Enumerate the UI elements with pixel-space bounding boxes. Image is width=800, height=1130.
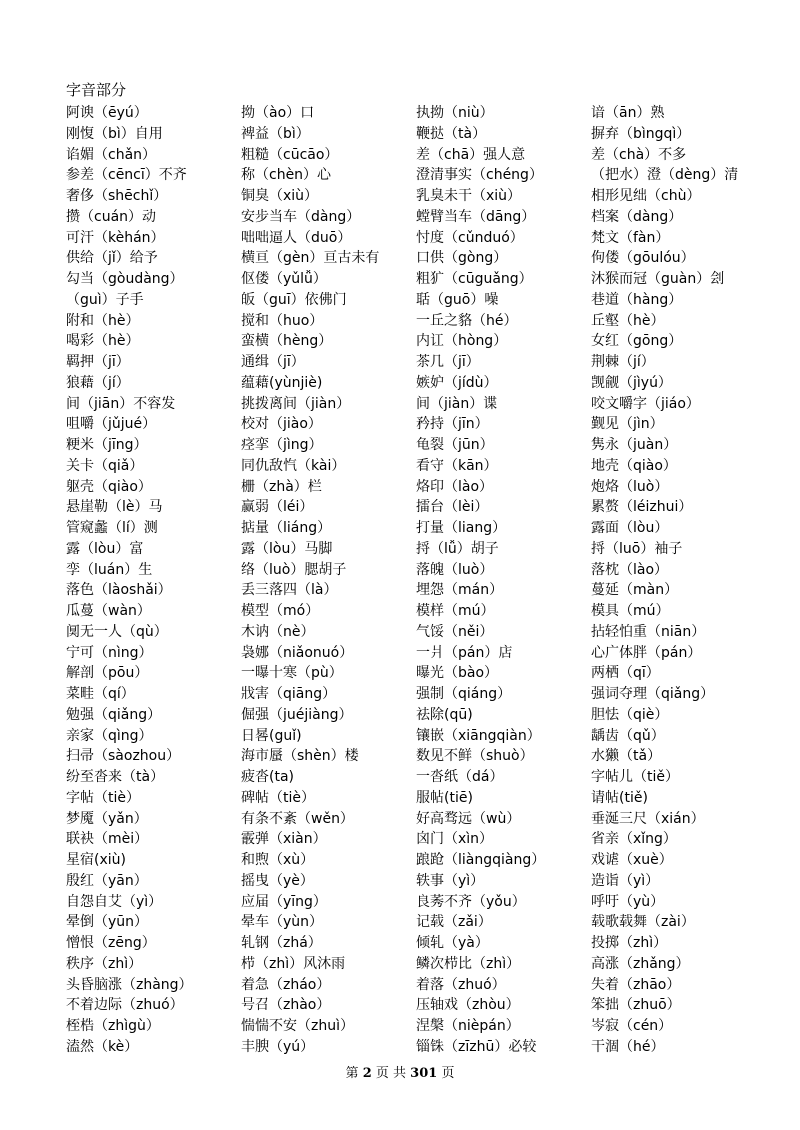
word-entry: 乳臭未干（xiù） — [416, 188, 522, 204]
word-entry: 孪（luán）生 — [66, 561, 153, 578]
word-entry: 霰弹（xiàn） — [241, 831, 327, 848]
word-row — [66, 684, 766, 705]
word-row — [66, 207, 766, 228]
word-entry: 拗（ào）口 — [241, 105, 315, 121]
word-entry: 裨益（bì） — [241, 125, 310, 142]
word-entry: 内讧（hòng） — [416, 333, 508, 350]
word-entry: 两栖（qī） — [591, 665, 660, 682]
word-entry: 差（chà）不多 — [591, 146, 687, 163]
word-row — [66, 601, 766, 622]
word-entry: 星宿(xiù) — [66, 852, 126, 868]
word-entry: 茶几（jī） — [416, 354, 480, 370]
word-entry: 隽永（juàn） — [591, 437, 678, 453]
word-entry: 咀嚼（jǔjué） — [66, 416, 157, 433]
word-entry: 悬崖勒（lè）马 — [66, 499, 163, 516]
word-entry: 嫉妒（jídù） — [416, 374, 498, 391]
word-row — [66, 892, 766, 913]
word-entry: 露（lòu）富 — [66, 540, 144, 557]
word-row — [66, 809, 766, 830]
word-entry: 解剖（pōu） — [66, 665, 149, 682]
word-entry: 联袂（mèi） — [66, 831, 149, 848]
word-entry: 络（luò）腮胡子 — [241, 561, 347, 578]
word-entry: 间（jiàn）谍 — [416, 395, 498, 412]
word-entry: 载歌载舞（zài） — [591, 914, 695, 931]
word-row — [66, 331, 766, 352]
word-entry: 囟门（xìn） — [416, 831, 494, 848]
word-entry: 一沓纸（dá） — [416, 769, 504, 785]
word-row — [66, 622, 766, 643]
word-row — [66, 726, 766, 747]
word-entry: 和煦（xù） — [241, 852, 315, 868]
word-entry: 数见不鲜（shuò） — [416, 748, 534, 765]
word-entry: 水獭（tǎ） — [591, 748, 662, 765]
word-entry: 管窥蠡（lí）测 — [66, 520, 158, 536]
word-row — [66, 394, 766, 415]
word-entry: 横亘（gèn）亘古未有 — [241, 250, 380, 267]
word-entry: 阿谀（ēyú） — [66, 105, 148, 121]
word-entry: 记载（zǎi） — [416, 914, 492, 931]
word-entry: 轧钢（zhá） — [241, 935, 322, 951]
word-entry: 地壳（qiào） — [591, 457, 677, 474]
word-entry: 笨拙（zhuō） — [591, 997, 681, 1014]
word-entry: 谄媚（chǎn） — [66, 146, 157, 163]
word-entry: 强词夺理（qiǎng） — [591, 686, 715, 702]
word-entry: 埋怨（mán） — [416, 582, 504, 599]
word-entry: 亲家（qìng） — [66, 727, 153, 744]
word-entry: 扫帚（sàozhou） — [66, 748, 181, 765]
word-entry: 戕害（qiāng） — [241, 686, 337, 702]
word-entry: 好高骛远（wù） — [416, 810, 521, 827]
word-row — [66, 145, 766, 166]
word-row — [66, 1016, 766, 1037]
word-entry: 摒弃（bìngqì） — [591, 125, 691, 142]
word-row — [66, 311, 766, 332]
word-entry: 咄咄逼人（duō） — [241, 229, 352, 246]
word-entry: 落色（làoshǎi） — [66, 582, 172, 599]
word-entry: 干涸（hé） — [591, 1038, 665, 1055]
word-entry: 阒无一人（qù） — [66, 623, 168, 640]
word-entry: 巷道（hàng） — [591, 291, 683, 308]
word-entry: 安步当车（dàng） — [241, 208, 361, 225]
word-row — [66, 165, 766, 186]
word-entry: 档案（dàng） — [591, 208, 683, 225]
word-entry: 鞭挞（tà） — [416, 125, 487, 142]
word-entry: 澄清事实（chéng） — [416, 167, 543, 184]
word-entry: 奢侈（shēchǐ） — [66, 188, 168, 204]
word-entry: 烙印（lào） — [416, 478, 494, 495]
word-row — [66, 933, 766, 954]
word-row — [66, 560, 766, 581]
word-entry: 心广体胖（pán） — [591, 644, 702, 661]
word-row — [66, 850, 766, 871]
word-entry: 落枕（lào） — [591, 561, 669, 578]
word-entry: （把水）澄（dèng）清 — [591, 167, 739, 184]
word-entry: 挑拨离间（jiàn） — [241, 395, 351, 412]
word-row — [66, 477, 766, 498]
word-entry: 捋（luō）袖子 — [591, 540, 683, 557]
word-row — [66, 871, 766, 892]
word-entry: 狼藉（jí） — [66, 374, 130, 391]
word-entry: 踉跄（liàngqiàng） — [416, 852, 546, 868]
word-entry: 请帖(tiě) — [591, 789, 648, 806]
word-entry: 锱铢（zīzhū）必较 — [416, 1038, 537, 1055]
word-entry: 蕴藉(yùnjiè) — [241, 374, 323, 391]
word-entry: 看守（kān） — [416, 457, 498, 474]
word-entry: 粳米（jīng） — [66, 437, 148, 453]
footer-page-number: 2 — [362, 1066, 372, 1081]
word-entry: 憎恨（zēng） — [66, 935, 156, 951]
word-entry: 海市蜃（shèn）楼 — [241, 748, 359, 765]
word-entry: 矜持（jīn） — [416, 416, 489, 433]
word-entry: 供给（jǐ）给予 — [66, 250, 158, 267]
word-entry: 晕车（yùn） — [241, 914, 324, 931]
word-entry: 头昏脑涨（zhàng） — [66, 976, 193, 993]
word-entry: 宁可（nìng） — [66, 644, 153, 661]
word-entry: 着急（zháo） — [241, 976, 331, 993]
word-entry: 伛偻（yǔlǚ） — [241, 271, 327, 287]
word-entry: 碑帖（tiè） — [241, 789, 315, 806]
word-entry: 菜畦（qí） — [66, 686, 135, 702]
word-entry: 搅和（huo） — [241, 312, 324, 329]
word-entry: 蔓延（màn） — [591, 582, 679, 599]
word-entry: 攒（cuán）动 — [66, 208, 157, 225]
word-row — [66, 767, 766, 788]
word-entry: 累赘（léizhui） — [591, 499, 693, 516]
word-entry: 一爿（pán）店 — [416, 644, 513, 661]
word-row — [66, 248, 766, 269]
word-row — [66, 352, 766, 373]
word-row — [66, 373, 766, 394]
word-entry: 惴惴不安（zhuì） — [241, 1018, 354, 1034]
word-entry: 勉强（qiǎng） — [66, 706, 162, 723]
word-row — [66, 975, 766, 996]
word-entry: 露面（lòu） — [591, 520, 669, 536]
word-entry: 差（chā）强人意 — [416, 146, 526, 163]
word-entry: 蛮横（hèng） — [241, 333, 333, 350]
word-entry: 擂台（lèi） — [416, 499, 489, 516]
word-row — [66, 643, 766, 664]
word-entry: 聒（guō）噪 — [416, 291, 499, 308]
word-entry: 秩序（zhì） — [66, 955, 143, 972]
word-entry: 曝光（bào） — [416, 665, 499, 682]
word-entry: 参差（cēncī）不齐 — [66, 167, 187, 184]
word-entry: 栅（zhà）栏 — [241, 478, 322, 495]
word-entry: 皈（guī）依佛门 — [241, 291, 347, 308]
word-entry: 关卡（qiǎ） — [66, 457, 144, 474]
word-row — [66, 456, 766, 477]
word-entry: 有条不紊（wěn） — [241, 810, 354, 827]
word-entry: 涅槃（nièpán） — [416, 1018, 520, 1034]
word-entry: 木讷（nè） — [241, 623, 315, 640]
word-entry: 一丘之貉（hé） — [416, 312, 518, 329]
word-entry: 掂量（liáng） — [241, 520, 332, 536]
word-entry: 同仇敌忾（kài） — [241, 457, 346, 474]
word-entry: 梵文（fàn） — [591, 229, 670, 246]
word-entry: 疲沓(ta) — [241, 769, 294, 785]
word-row — [66, 497, 766, 518]
word-entry: 着落（zhuó） — [416, 976, 506, 993]
word-entry: 落魄（luò） — [416, 561, 494, 578]
word-entry: 模具（mú） — [591, 603, 670, 619]
word-entry: 鳞次栉比（zhì） — [416, 955, 521, 972]
word-entry: 压轴戏（zhòu） — [416, 997, 520, 1014]
word-entry: 倔强（juéjiàng） — [241, 706, 353, 723]
word-entry: 气馁（něi） — [416, 623, 494, 640]
page-footer — [0, 1062, 800, 1081]
word-entry: 荆棘（jí） — [591, 354, 655, 370]
word-entry: 溘然（kè） — [66, 1038, 139, 1055]
word-entry: 炮烙（luò） — [591, 478, 669, 495]
word-entry: 龟裂（jūn） — [416, 437, 494, 453]
word-row — [66, 1037, 766, 1058]
word-entry: 女红（gōng） — [591, 333, 683, 350]
word-entry: 号召（zhào） — [241, 997, 331, 1014]
word-entry: 执拗（niù） — [416, 105, 494, 121]
word-row — [66, 663, 766, 684]
word-entry: 失着（zhāo） — [591, 976, 681, 993]
footer-total-pages: 301 — [410, 1066, 438, 1081]
word-entry: 造诣（yì） — [591, 872, 660, 889]
word-entry: 佝偻（gōulóu） — [591, 250, 695, 267]
word-entry: 不着边际（zhuó） — [66, 997, 184, 1014]
word-entry: 袅娜（niǎonuó） — [241, 644, 354, 661]
word-entry: 粗糙（cūcāo） — [241, 146, 339, 163]
word-entry: 投掷（zhì） — [591, 935, 668, 951]
word-entry: 瓜蔓（wàn） — [66, 603, 151, 619]
word-entry: 痉挛（jìng） — [241, 437, 323, 453]
word-row — [66, 829, 766, 850]
word-entry: 高涨（zhǎng） — [591, 955, 690, 972]
word-entry: 一曝十寒（pù） — [241, 665, 343, 682]
word-row — [66, 539, 766, 560]
word-entry: 间（jiān）不容发 — [66, 395, 176, 412]
word-entry: 校对（jiào） — [241, 416, 322, 433]
word-entry: 相形见绌（chù） — [591, 188, 701, 204]
word-entry: 丰腴（yú） — [241, 1038, 315, 1055]
word-row — [66, 228, 766, 249]
word-row — [66, 124, 766, 145]
word-entry: 勾当（gòudàng） — [66, 271, 184, 287]
word-entry: 模型（mó） — [241, 603, 320, 619]
word-grid — [66, 103, 766, 1058]
footer-suffix: 页 — [441, 1066, 455, 1081]
word-entry: 刚愎（bì）自用 — [66, 125, 163, 142]
word-entry: 字帖（tiè） — [66, 789, 140, 806]
word-entry: 谙（ān）熟 — [591, 105, 665, 121]
word-entry: 附和（hè） — [66, 312, 140, 329]
word-row — [66, 269, 766, 290]
word-entry: 岑寂（cén） — [591, 1018, 673, 1034]
word-entry: 躯壳（qiào） — [66, 478, 152, 495]
word-entry: 字帖儿（tiě） — [591, 769, 679, 785]
word-entry: 纷至沓来（tà） — [66, 769, 165, 785]
word-entry: 捋（lǚ）胡子 — [416, 540, 499, 557]
word-row — [66, 103, 766, 124]
word-entry: 自怨自艾（yì） — [66, 893, 163, 910]
word-row — [66, 954, 766, 975]
word-entry: 觊觎（jìyú） — [591, 374, 672, 391]
word-entry: 沐猴而冠（guàn）刽 — [591, 271, 725, 287]
word-entry: 忖度（cǔnduó） — [416, 229, 524, 246]
word-entry: 晕倒（yūn） — [66, 914, 149, 931]
word-entry: 模样（mú） — [416, 603, 495, 619]
word-entry: 应届（yīng） — [241, 893, 327, 910]
word-entry: 强制（qiáng） — [416, 686, 512, 702]
word-entry: 垂涎三尺（xián） — [591, 810, 705, 827]
word-entry: 镶嵌（xiāngqiàn） — [416, 727, 541, 744]
word-row — [66, 995, 766, 1016]
word-entry: 呼吁（yù） — [591, 893, 665, 910]
word-entry: 丢三落四（là） — [241, 582, 338, 599]
word-row — [66, 518, 766, 539]
word-entry: 良莠不齐（yǒu） — [416, 893, 526, 910]
word-entry: 铜臭（xiù） — [241, 188, 319, 204]
word-entry: 倾轧（yà） — [416, 935, 489, 951]
word-entry: 桎梏（zhìgù） — [66, 1018, 160, 1034]
word-entry: 殷红（yān） — [66, 872, 148, 889]
word-entry: 栉（zhì）风沐雨 — [241, 955, 346, 972]
word-entry: 可汗（kèhán） — [66, 229, 165, 246]
footer-prefix: 第 — [345, 1066, 359, 1081]
word-entry: 觐见（jìn） — [591, 416, 664, 433]
word-entry: 轶事（yì） — [416, 872, 485, 889]
word-entry: 口供（gòng） — [416, 250, 508, 267]
word-entry: 露（lòu）马脚 — [241, 540, 333, 557]
word-entry: 日晷(guǐ) — [241, 727, 302, 744]
word-row — [66, 746, 766, 767]
word-row — [66, 580, 766, 601]
word-entry: 胆怯（qiè） — [591, 706, 669, 723]
word-entry: 羁押（jī） — [66, 354, 130, 370]
word-entry: 摇曳（yè） — [241, 872, 314, 889]
page-heading: 字音部分 — [66, 81, 127, 99]
word-entry: 通缉（jī） — [241, 354, 305, 370]
word-row — [66, 290, 766, 311]
word-entry: 螳臂当车（dāng） — [416, 208, 536, 225]
word-entry: 咬文嚼字（jiáo） — [591, 395, 700, 412]
word-row — [66, 414, 766, 435]
word-entry: 祛除(qū) — [416, 706, 473, 723]
word-entry: 梦魇（yǎn） — [66, 810, 148, 827]
word-entry: 打量（liang） — [416, 520, 507, 536]
word-entry: 丘壑（hè） — [591, 312, 665, 329]
word-row — [66, 435, 766, 456]
word-row — [66, 912, 766, 933]
word-row — [66, 705, 766, 726]
word-entry: 服帖(tiē) — [416, 789, 473, 806]
word-entry: 省亲（xǐng） — [591, 831, 677, 848]
word-entry: 拈轻怕重（niān） — [591, 623, 706, 640]
word-row — [66, 788, 766, 809]
word-entry: 粗犷（cūguǎng） — [416, 271, 533, 287]
word-entry: 喝彩（hè） — [66, 333, 140, 350]
word-entry: （guì）子手 — [66, 291, 144, 308]
footer-middle: 页 共 — [375, 1066, 407, 1081]
word-row — [66, 186, 766, 207]
word-entry: 称（chèn）心 — [241, 167, 332, 184]
word-entry: 戏谑（xuè） — [591, 852, 673, 868]
word-entry: 龋齿（qǔ） — [591, 727, 665, 744]
word-entry: 赢弱（léi） — [241, 499, 314, 516]
